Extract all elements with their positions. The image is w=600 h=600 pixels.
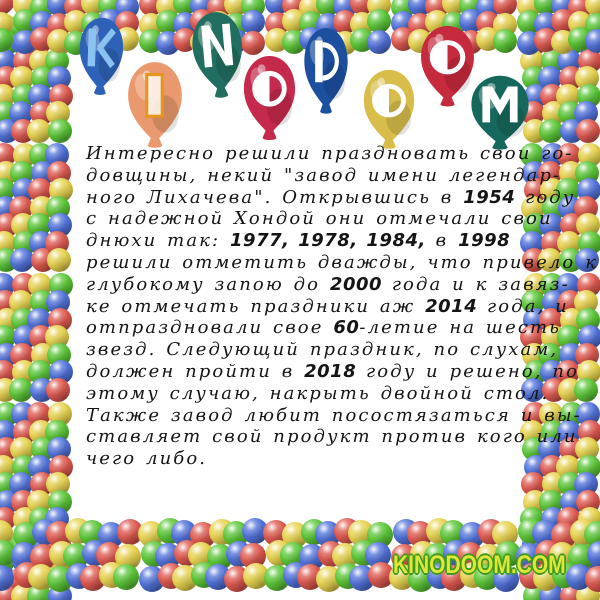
body-text [86, 143, 598, 470]
highlighted-year: 2018 [304, 360, 357, 382]
body-text-line [86, 230, 598, 252]
border-balloon [367, 30, 391, 54]
site-watermark: KINODOOM.COM [393, 551, 566, 579]
text-segment: -летие на шесть [359, 317, 562, 339]
body-text-line [86, 143, 598, 165]
text-segment: года и к завяз- [382, 273, 570, 295]
text-segment: ного Лихачева". Открывшись в [86, 186, 464, 208]
body-text-line [86, 361, 598, 383]
text-segment: Также завод любит посостязаться и вы- [86, 404, 582, 426]
highlighted-year: 2000 [329, 273, 383, 295]
body-text-line [86, 296, 598, 318]
border-balloon [48, 119, 72, 143]
body-text-line [86, 165, 598, 187]
highlighted-year: 1977, 1978, 1984, [230, 230, 426, 252]
text-segment: звезд. Следующий праздник, по слухам, [86, 339, 559, 361]
text-segment: довщины, некий "завод имени легендар- [86, 164, 562, 186]
body-text-line [86, 383, 598, 405]
title-balloon-D [301, 26, 351, 126]
body-text-line [86, 339, 598, 361]
text-segment: глубокому запою до [86, 273, 330, 295]
border-balloon [47, 248, 71, 272]
text-segment: году и решено, по [356, 360, 580, 382]
text-segment: в [425, 230, 459, 252]
body-text-line [86, 317, 598, 339]
text-segment: с надежной Хондой они отмечали свои [86, 208, 553, 230]
text-segment: году [515, 186, 576, 208]
body-text-line [86, 252, 598, 274]
balloon-shape [301, 26, 351, 126]
body-text-line [86, 448, 598, 470]
text-segment: чего либо. [86, 448, 208, 470]
border-balloon [113, 564, 139, 590]
text-segment: этому случаю, накрыть двойной стол. [86, 382, 550, 404]
text-segment: отпраздновали свое [86, 317, 334, 339]
text-segment: ке отмечать праздники аж [86, 295, 426, 317]
title-balloon-K [74, 15, 127, 107]
border-balloon [576, 119, 600, 143]
text-segment: Интересно решили праздновать свои го- [86, 143, 574, 164]
highlighted-year: 2014 [425, 295, 478, 317]
text-segment: решили отметить дважды, что привело к [86, 251, 599, 273]
text-segment: года, и [477, 295, 569, 317]
balloon-letter-I [147, 75, 163, 117]
body-text-line [86, 405, 598, 427]
body-text-line [86, 274, 598, 296]
text-segment: должен пройти в [86, 360, 305, 382]
highlighted-year: 1954 [463, 186, 516, 208]
body-text-line [86, 187, 598, 209]
balloon-shape [240, 54, 299, 152]
border-balloon [493, 29, 517, 53]
balloon-shape [74, 15, 127, 107]
text-segment: днюхи так: [86, 230, 231, 252]
border-balloon [46, 378, 70, 402]
text-segment: ставляет свой продукт против кого или [86, 426, 578, 448]
highlighted-year: 1998 [458, 230, 511, 252]
highlighted-year: 60 [333, 317, 360, 339]
body-text-line [86, 208, 598, 230]
title-balloon-O [240, 54, 299, 152]
body-text-line [86, 426, 598, 448]
